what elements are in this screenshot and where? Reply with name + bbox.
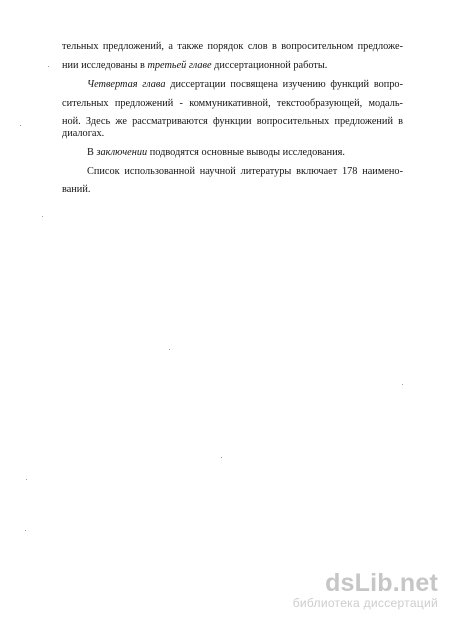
italic-text-fragment: Четвертая глава: [87, 79, 166, 90]
paragraph-first-line: [87, 146, 403, 159]
scan-speck: [169, 349, 170, 350]
watermark-logo: dsLib.net: [325, 569, 438, 597]
scan-speck: [402, 384, 403, 385]
scan-speck: [42, 216, 43, 217]
text-fragment: диссертационной работы.: [211, 60, 328, 71]
scan-speck: [221, 457, 222, 458]
text-fragment: нии исследованы в: [62, 60, 148, 71]
text-fragment: диссертации посвящена изучению функций вопро-: [165, 79, 403, 90]
text-fragment: подводятся основные выводы исследования.: [147, 147, 345, 158]
text-fragment: тельных предложений, а также порядок слов в вопросительном предложе-: [62, 41, 403, 52]
text-line: [62, 183, 403, 196]
scan-speck: [20, 125, 21, 126]
italic-text-fragment: заключении: [96, 147, 148, 158]
paragraph-first-line: [87, 165, 403, 178]
text-fragment: В: [87, 147, 97, 158]
text-fragment: диалогах.: [62, 128, 105, 139]
text-fragment: Список использованной научной литературы включает 178 наимено-: [87, 166, 403, 177]
text-fragment: ной. Здесь же рассматриваются функции вопросительных предложений в: [62, 116, 403, 127]
text-fragment: ваний.: [62, 184, 91, 195]
scan-speck: [26, 479, 27, 480]
text-line: [62, 127, 403, 140]
italic-text-fragment: третьей главе: [147, 60, 212, 71]
scan-speck: [48, 66, 49, 67]
watermark-subtitle: библиотека диссертаций: [292, 596, 438, 610]
text-line: [62, 97, 403, 110]
scan-speck: [25, 530, 26, 531]
text-line: [62, 40, 403, 53]
watermark: [268, 570, 438, 610]
text-fragment: сительных предложений - коммуникативной, текстообразующей, модаль-: [62, 98, 403, 109]
text-line: [62, 59, 403, 72]
paragraph-first-line: [87, 78, 403, 91]
